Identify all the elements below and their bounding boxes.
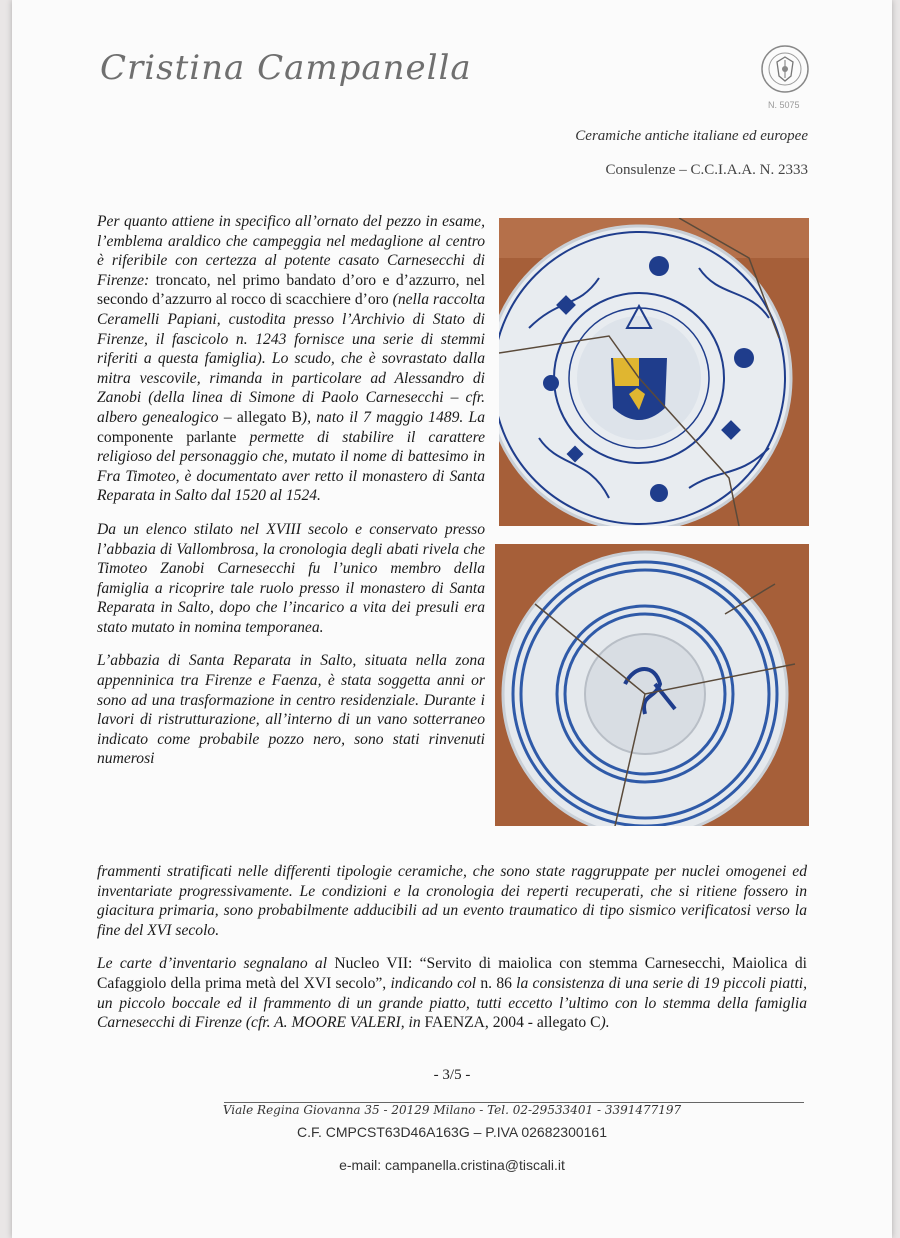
full-width-text [97, 862, 807, 1047]
para1-run: parlante [186, 428, 250, 446]
tagline: Ceramiche antiche italiane ed europee [575, 128, 808, 144]
plate-front-photo [499, 218, 809, 526]
footer-address: Viale Regina Giovanna 35 - 20129 Milano - Tel. 02-29533401 - 3391477197 [222, 1103, 682, 1117]
page-number: - 3/5 - [433, 1067, 471, 1083]
para1-run: – allegato B [218, 408, 302, 426]
paragraph-2: Da un elenco stilato nel XVIII secolo e conservato presso l’abbazia di Vallombrosa, la cronologia degli abati rivela che Timoteo Zanobi Carnesecchi fu l’unico membro della famiglia a ricoprire tale ruolo presso il monastero di Santa Reparata in Salto, dopo che l’incarico a vita dei presuli era stato mutato in nomina temporanea. [97, 520, 485, 636]
seal-emblem [760, 44, 810, 94]
plate-back-image [495, 544, 809, 826]
para4-run: ). [600, 1014, 610, 1032]
para4-run: indicando col [390, 974, 481, 992]
para1-run: ), nato il 7 maggio 1489. La [301, 408, 485, 426]
para1-run: componente [97, 428, 187, 446]
para4-run: Nucleo VII: “Servito di maiolica con stemma Carnesecchi, Maiolica di Cafaggiolo della prima metà del XVI secolo”, [97, 955, 807, 992]
para4-run: la consistenza di una serie di 19 piccoli piatti, un piccolo boccale ed il frammento di un grande piatto, tutti eccetto l’ultimo con lo stemma della famiglia Carnesecchi di Firenze (cfr. A. MOORE VALERI, in [97, 974, 808, 1032]
seal-number: N. 5075 [768, 100, 800, 110]
paragraph-3-start: L’abbazia di Santa Reparata in Salto, situata nella zona appenninica tra Firenze e Faenza, è stata soggetta anni or sono ad una trasformazione in centro residenziale. Durante i lavori di ristrutturazione, all’interno di un vano sotterraneo indicato come probabile pozzo nero, sono stati rinvenuti numerosi [97, 652, 485, 768]
paragraph-3-end: frammenti stratificati nelle differenti tipologie ceramiche, che sono state raggruppate per nuclei omogenei ed inventariate progressivamente. Le condizioni e la cronologia dei reperti recuperati, che si ritiene fossero in giacitura primaria, sono probabilmente adducibili ad un evento traumatico di tipo sismico verificatosi verso la fine del XVI secolo. [97, 863, 807, 939]
para4-run: FAENZA, 2004 - allegato C [424, 1014, 601, 1032]
paragraph-4 [97, 954, 807, 1032]
para1-run: troncato, nel primo bandato d’oro e d’azzurro, nel secondo d’azzurro al rocco di scacchiere d’oro [97, 271, 485, 309]
para4-run: n. 86 [480, 974, 517, 992]
plate-back-photo [495, 544, 809, 826]
consultancy-line: Consulenze – C.C.I.A.A. N. 2333 [605, 162, 808, 178]
paragraph-1 [97, 212, 485, 506]
column-text [97, 212, 485, 769]
para1-run: (nella raccolta Ceramelli Papiani, custodita presso l’Archivio di Stato di Firenze, il fascicolo n. 1243 fornisce una serie di stemmi riferiti a questa famiglia). Lo scudo, che è sovrastato dalla mitra vescovile, rimanda in particolare ad Alessandro di Zanobi (della linea di Simone di Paolo Carnesecchi – cfr. albero genealogico [97, 291, 485, 426]
para1-run: Per quanto attiene in specifico all’ornato del pezzo in esame, l’emblema araldico che campeggia nel medaglione al centro è riferibile con certezza al potente casato Carnesecchi di Firenze: [97, 213, 485, 289]
brand-name: Cristina Campanella [100, 48, 472, 88]
footer-tax-ids: C.F. CMPCST63D46A163G – P.IVA 02682300161 [296, 1124, 607, 1140]
para4-run: Le carte d’inventario segnalano al [97, 955, 335, 973]
footer-email: e-mail: campanella.cristina@tiscali.it [339, 1157, 565, 1173]
para1-run: permette di stabilire il carattere religioso del personaggio che, mutato il nome di battesimo in Fra Timoteo, è documentato aver retto il monastero di Santa Reparata in Salto dal 1520 al 1524. [97, 428, 485, 505]
document-page [12, 0, 892, 1238]
plate-front-image [499, 218, 809, 526]
